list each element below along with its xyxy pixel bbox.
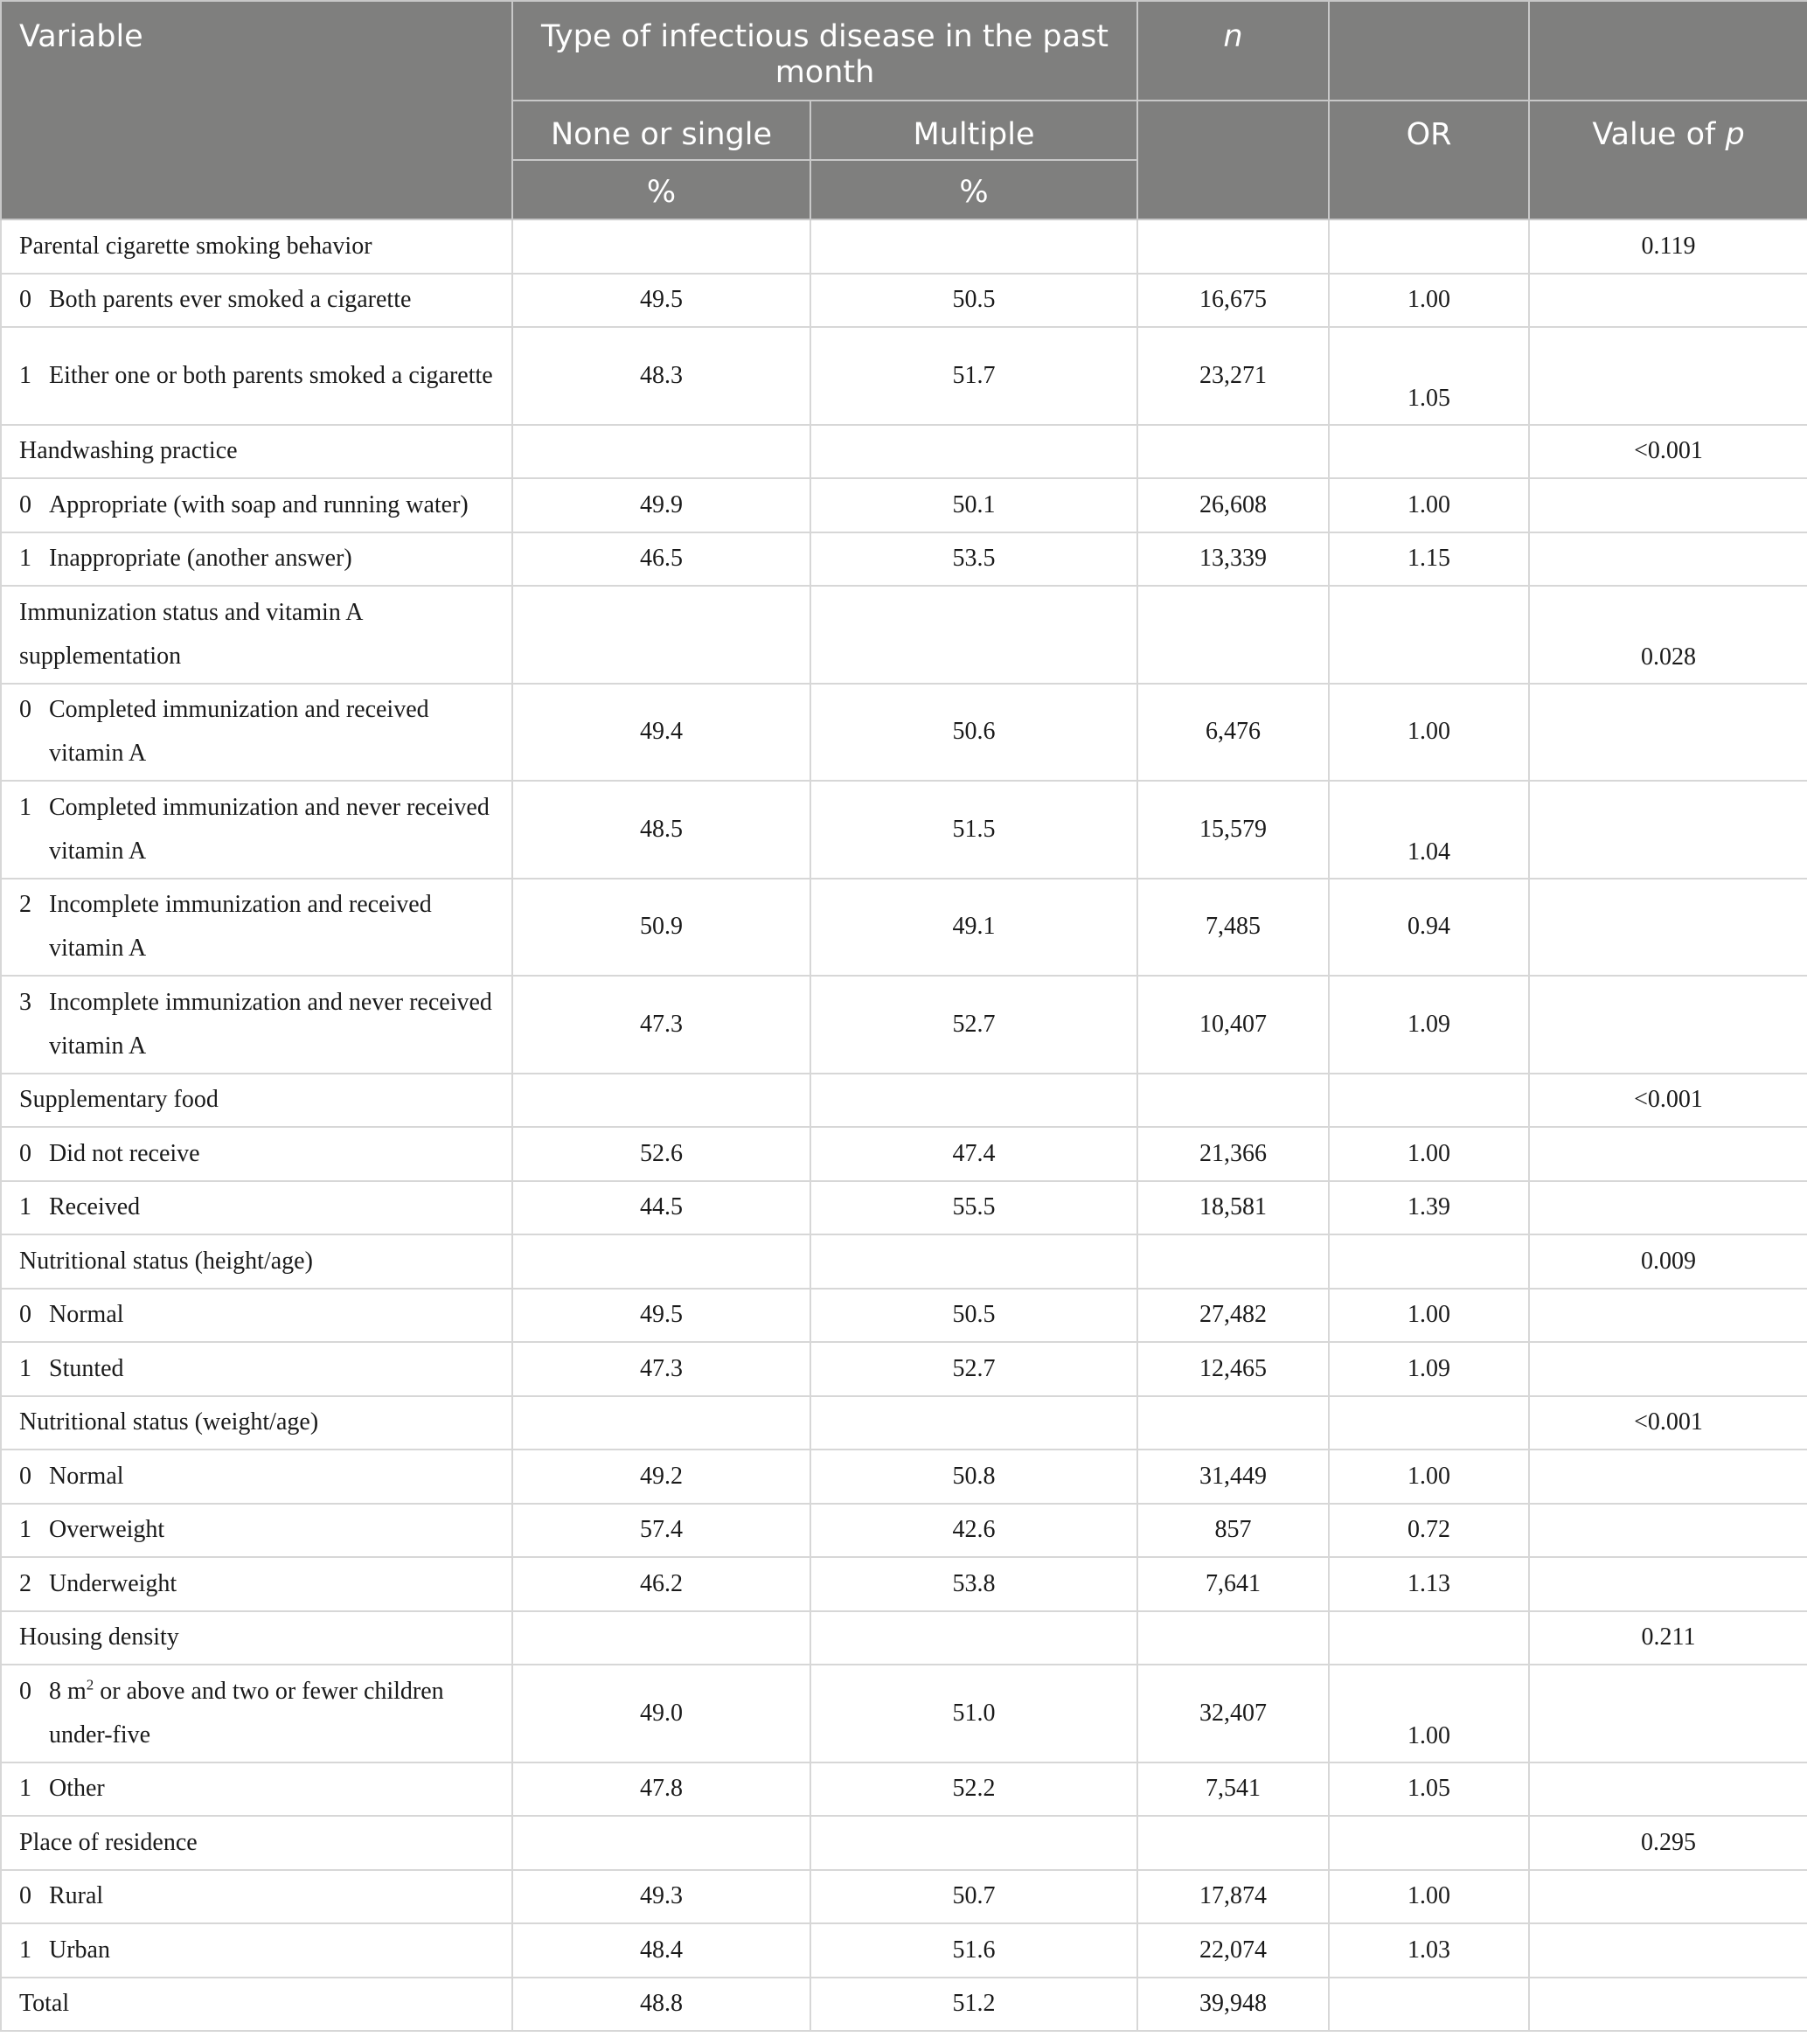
cell-or: 1.00 xyxy=(1329,1127,1529,1181)
cell-n: 15,579 xyxy=(1137,781,1329,879)
row-text: Did not receive xyxy=(49,1139,200,1167)
row-text: Either one or both parents smoked a cigarette xyxy=(49,361,493,389)
header-pct-multiple: % xyxy=(810,160,1137,219)
cell-none-single: 44.5 xyxy=(512,1181,810,1235)
row-code: 0 xyxy=(19,286,31,314)
p-value: <0.001 xyxy=(1529,1396,1807,1450)
table-row xyxy=(1,976,1807,1074)
cell-or: 1.05 xyxy=(1329,1762,1529,1817)
cell-n: 13,339 xyxy=(1137,532,1329,587)
table-row xyxy=(1,1450,1807,1504)
group-label: Parental cigarette smoking behavior xyxy=(1,219,512,274)
cell-none-single: 52.6 xyxy=(512,1127,810,1181)
table-row xyxy=(1,1557,1807,1611)
group-row xyxy=(1,1074,1807,1128)
cell-n: 7,485 xyxy=(1137,879,1329,977)
group-row xyxy=(1,425,1807,479)
cell-or: 1.39 xyxy=(1329,1181,1529,1235)
row-code: 0 xyxy=(19,490,31,518)
cell-multiple: 49.1 xyxy=(810,879,1137,977)
p-value: <0.001 xyxy=(1529,1074,1807,1128)
cell-n: 23,271 xyxy=(1137,327,1329,425)
cell-or: 1.00 xyxy=(1329,1289,1529,1343)
header-blank-1 xyxy=(1329,1,1529,101)
row-label xyxy=(1,532,512,587)
cell-n: 7,641 xyxy=(1137,1557,1329,1611)
cell-n: 26,608 xyxy=(1137,478,1329,532)
cell-or: 1.09 xyxy=(1329,1342,1529,1396)
row-text-b: or above and two or fewer children under-five xyxy=(49,1677,444,1749)
row-code: 1 xyxy=(19,1354,31,1382)
header-pvalue-p: p xyxy=(1725,117,1745,152)
row-label xyxy=(1,1923,512,1978)
cell-multiple: 50.8 xyxy=(810,1450,1137,1504)
cell-multiple: 50.5 xyxy=(810,1289,1137,1343)
cell-n: 12,465 xyxy=(1137,1342,1329,1396)
cell-none-single: 49.2 xyxy=(512,1450,810,1504)
cell-none-single: 49.0 xyxy=(512,1665,810,1762)
row-label xyxy=(1,1504,512,1558)
p-value: 0.119 xyxy=(1529,219,1807,274)
row-code: 1 xyxy=(19,1193,31,1221)
row-text: Received xyxy=(49,1193,141,1221)
cell-n: 10,407 xyxy=(1137,976,1329,1074)
row-label xyxy=(1,1289,512,1343)
cell-multiple: 53.8 xyxy=(810,1557,1137,1611)
cell-or: 1.09 xyxy=(1329,976,1529,1074)
cell-multiple: 50.6 xyxy=(810,684,1137,782)
cell-n: 31,449 xyxy=(1137,1450,1329,1504)
cell-multiple: 50.1 xyxy=(810,478,1137,532)
row-text: Incomplete immunization and received vitamin A xyxy=(49,891,432,963)
group-label: Housing density xyxy=(1,1611,512,1665)
row-code: 1 xyxy=(19,545,31,573)
group-label: Nutritional status (height/age) xyxy=(1,1234,512,1289)
table-row xyxy=(1,274,1807,328)
table-row xyxy=(1,1504,1807,1558)
cell-n: 16,675 xyxy=(1137,274,1329,328)
header-multiple: Multiple xyxy=(810,101,1137,160)
cell-n: 7,541 xyxy=(1137,1762,1329,1817)
cell-multiple: 51.5 xyxy=(810,781,1137,879)
cell-multiple: 53.5 xyxy=(810,532,1137,587)
group-label: Handwashing practice xyxy=(1,425,512,479)
row-label xyxy=(1,781,512,879)
cell-none-single: 48.3 xyxy=(512,327,810,425)
cell-or: 1.00 xyxy=(1329,274,1529,328)
row-text: Overweight xyxy=(49,1516,165,1544)
cell-none-single: 47.3 xyxy=(512,976,810,1074)
table-row xyxy=(1,1923,1807,1978)
header-disease-type: Type of infectious disease in the past month xyxy=(512,1,1137,101)
cell-multiple: 52.7 xyxy=(810,1342,1137,1396)
row-label xyxy=(1,976,512,1074)
row-code: 0 xyxy=(19,1882,31,1910)
row-text: Underweight xyxy=(49,1569,177,1597)
row-label xyxy=(1,1181,512,1235)
cell-or: 1.00 xyxy=(1329,1870,1529,1924)
p-value: 0.295 xyxy=(1529,1816,1807,1870)
cell-n: 27,482 xyxy=(1137,1289,1329,1343)
group-label: Nutritional status (weight/age) xyxy=(1,1396,512,1450)
cell-n: 32,407 xyxy=(1137,1665,1329,1762)
table-row xyxy=(1,1289,1807,1343)
cell-n: 39,948 xyxy=(1137,1978,1329,2032)
cell-or: 0.72 xyxy=(1329,1504,1529,1558)
row-code: 0 xyxy=(19,1301,31,1329)
header-or: OR xyxy=(1329,101,1529,219)
cell-none-single: 49.5 xyxy=(512,1289,810,1343)
row-text: Incomplete immunization and never received vitamin A xyxy=(49,988,492,1060)
row-text: Inappropriate (another answer) xyxy=(49,545,352,573)
row-text: Normal xyxy=(49,1301,124,1329)
cell-or: 1.00 xyxy=(1329,684,1529,782)
header-blank-3 xyxy=(1137,101,1329,219)
row-text-a: 8 m xyxy=(49,1677,87,1705)
cell-none-single: 46.5 xyxy=(512,532,810,587)
cell-multiple: 52.7 xyxy=(810,976,1137,1074)
row-code: 0 xyxy=(19,1677,31,1705)
cell-multiple: 47.4 xyxy=(810,1127,1137,1181)
cell-none-single: 48.8 xyxy=(512,1978,810,2032)
row-code: 0 xyxy=(19,1139,31,1167)
cell-multiple: 42.6 xyxy=(810,1504,1137,1558)
table-row xyxy=(1,478,1807,532)
table-row xyxy=(1,1665,1807,1762)
row-text: Rural xyxy=(49,1882,104,1910)
cell-none-single: 47.3 xyxy=(512,1342,810,1396)
cell-or: 1.00 xyxy=(1329,1665,1529,1762)
row-label xyxy=(1,1127,512,1181)
cell-or: 1.13 xyxy=(1329,1557,1529,1611)
cell-or: 1.00 xyxy=(1329,1450,1529,1504)
cell-or: 1.03 xyxy=(1329,1923,1529,1978)
cell-or: 1.00 xyxy=(1329,478,1529,532)
cell-multiple: 51.7 xyxy=(810,327,1137,425)
table-row xyxy=(1,327,1807,425)
row-code: 3 xyxy=(19,988,31,1016)
row-label xyxy=(1,684,512,782)
row-label xyxy=(1,879,512,977)
row-text: Completed immunization and never received vitamin A xyxy=(49,793,490,865)
row-text: Both parents ever smoked a cigarette xyxy=(49,286,412,314)
row-label xyxy=(1,1450,512,1504)
table-row xyxy=(1,1762,1807,1817)
row-code: 2 xyxy=(19,1569,31,1597)
p-value: 0.009 xyxy=(1529,1234,1807,1289)
group-row xyxy=(1,1611,1807,1665)
cell-none-single: 50.9 xyxy=(512,879,810,977)
header-variable: Variable xyxy=(1,1,512,219)
table-body xyxy=(1,219,1807,2031)
cell-none-single: 49.5 xyxy=(512,274,810,328)
row-code: 0 xyxy=(19,1462,31,1490)
row-text: Other xyxy=(49,1775,105,1803)
header-pvalue xyxy=(1529,101,1807,219)
header-pct-none: % xyxy=(512,160,810,219)
table-row xyxy=(1,1127,1807,1181)
group-label: Supplementary food xyxy=(1,1074,512,1128)
cell-none-single: 48.5 xyxy=(512,781,810,879)
row-label xyxy=(1,1870,512,1924)
header-pvalue-text: Value of xyxy=(1592,117,1726,152)
row-text: Stunted xyxy=(49,1354,124,1382)
group-row xyxy=(1,1816,1807,1870)
cell-or: 1.05 xyxy=(1329,327,1529,425)
table-row xyxy=(1,1342,1807,1396)
row-label xyxy=(1,274,512,328)
cell-none-single: 47.8 xyxy=(512,1762,810,1817)
row-code: 0 xyxy=(19,696,31,724)
cell-multiple: 51.6 xyxy=(810,1923,1137,1978)
table-row xyxy=(1,781,1807,879)
cell-multiple: 50.7 xyxy=(810,1870,1137,1924)
row-text: Completed immunization and received vitamin A xyxy=(49,696,429,768)
row-code: 1 xyxy=(19,793,31,821)
group-label: Place of residence xyxy=(1,1816,512,1870)
p-value: <0.001 xyxy=(1529,425,1807,479)
cell-none-single: 48.4 xyxy=(512,1923,810,1978)
cell-multiple: 51.0 xyxy=(810,1665,1137,1762)
group-row xyxy=(1,1234,1807,1289)
table-row xyxy=(1,879,1807,977)
group-label: Immunization status and vitamin A supplementation xyxy=(1,586,512,684)
row-label xyxy=(1,327,512,425)
cell-multiple: 51.2 xyxy=(810,1978,1137,2032)
table-header xyxy=(1,1,1807,219)
table-row xyxy=(1,1181,1807,1235)
table-row xyxy=(1,1870,1807,1924)
cell-none-single: 57.4 xyxy=(512,1504,810,1558)
cell-n: 18,581 xyxy=(1137,1181,1329,1235)
row-text: Normal xyxy=(49,1462,124,1490)
cell-or: 0.94 xyxy=(1329,879,1529,977)
row-label xyxy=(1,478,512,532)
cell-none-single: 46.2 xyxy=(512,1557,810,1611)
cell-n: 21,366 xyxy=(1137,1127,1329,1181)
table-row xyxy=(1,684,1807,782)
row-label xyxy=(1,1342,512,1396)
cell-multiple: 52.2 xyxy=(810,1762,1137,1817)
cell-none-single: 49.3 xyxy=(512,1870,810,1924)
row-code: 1 xyxy=(19,361,31,389)
row-label xyxy=(1,1557,512,1611)
row-code: 1 xyxy=(19,1516,31,1544)
cell-none-single: 49.4 xyxy=(512,684,810,782)
group-row xyxy=(1,1396,1807,1450)
cell-multiple: 55.5 xyxy=(810,1181,1137,1235)
table-row xyxy=(1,532,1807,587)
cell-none-single: 49.9 xyxy=(512,478,810,532)
cell-n: 22,074 xyxy=(1137,1923,1329,1978)
cell-multiple: 50.5 xyxy=(810,274,1137,328)
cell-n: 17,874 xyxy=(1137,1870,1329,1924)
row-code: 1 xyxy=(19,1775,31,1803)
total-row xyxy=(1,1978,1807,2032)
row-label xyxy=(1,1762,512,1817)
p-value: 0.211 xyxy=(1529,1611,1807,1665)
total-label: Total xyxy=(1,1978,512,2032)
cell-n: 857 xyxy=(1137,1504,1329,1558)
header-none-single: None or single xyxy=(512,101,810,160)
row-label xyxy=(1,1665,512,1762)
row-code: 2 xyxy=(19,891,31,919)
header-n: n xyxy=(1137,1,1329,101)
header-blank-2 xyxy=(1529,1,1807,101)
cell-or: 1.15 xyxy=(1329,532,1529,587)
row-text: Urban xyxy=(49,1936,110,1964)
cell-or: 1.04 xyxy=(1329,781,1529,879)
row-text-sup: 2 xyxy=(86,1676,94,1693)
row-text: Appropriate (with soap and running water) xyxy=(49,490,469,518)
cell-n: 6,476 xyxy=(1137,684,1329,782)
row-code: 1 xyxy=(19,1936,31,1964)
p-value: 0.028 xyxy=(1529,586,1807,684)
group-row xyxy=(1,586,1807,684)
group-row xyxy=(1,219,1807,274)
